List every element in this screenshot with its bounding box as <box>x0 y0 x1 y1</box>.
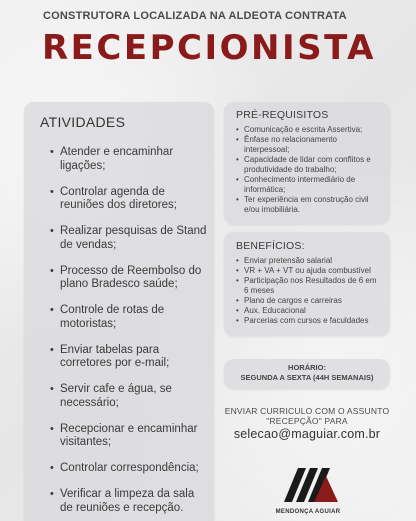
list-item: • Controle de rotas de motoristas; <box>50 304 210 331</box>
benefits-list <box>236 256 380 326</box>
list-item: • Verificar a limpeza da sala de reuniões e recepção. <box>50 488 210 515</box>
list-item: • Controlar correspondência; <box>50 462 210 476</box>
activities-card <box>24 102 214 521</box>
list-item: • Controlar agenda de reuniões dos diretores; <box>50 186 210 213</box>
list-item: • Enviar pretensão salarial <box>236 256 380 266</box>
list-item: • Ter experiência em construção civil e/ou imobiliária. <box>236 195 380 215</box>
contact-email[interactable]: selecao@maguiar.com.br <box>233 427 381 441</box>
list-item: • Recepcionar e encaminhar visitantes; <box>50 423 210 450</box>
list-item: • Comunicação e escrita Assertiva; <box>236 125 380 135</box>
prerequisites-card <box>224 102 390 224</box>
list-item: • Ênfase no relacionamento interpessoal; <box>236 135 380 155</box>
list-item: • Participação nos Resultados de 6 em 6 meses <box>236 276 380 296</box>
benefits-card <box>224 232 390 336</box>
list-item: • Atender e encaminhar ligações; <box>50 146 210 173</box>
prerequisites-list <box>236 125 380 215</box>
list-item: • Conhecimento intermediário de informática; <box>236 175 380 195</box>
list-item: • Parcerias com cursos e faculdades <box>236 316 380 326</box>
schedule-value: SEGUNDA A SEXTA (44H SEMANAIS) <box>240 373 374 382</box>
company-logo-icon <box>280 462 340 506</box>
benefits-heading: BENEFÍCIOS: <box>236 240 305 252</box>
list-item: • Capacidade de lidar com conflitos e produtividade do trabalho; <box>236 155 380 175</box>
contact-instruction: ENVIAR CURRICULO COM O ASSUNTO "RECEPÇÃO" PARA <box>224 406 390 426</box>
page-title: RECEPCIONISTA <box>42 28 376 68</box>
schedule-label: HORÁRIO: <box>288 363 326 372</box>
activities-list <box>50 146 210 521</box>
activities-heading: ATIVIDADES <box>40 114 126 130</box>
list-item: • VR + VA + VT ou ajuda combustível <box>236 266 380 276</box>
list-item: • Servir cafe e água, se necessário; <box>50 383 210 410</box>
list-item: • Realizar pesquisas de Stand de vendas; <box>50 225 210 252</box>
list-item: • Plano de cargos e carreiras <box>236 296 380 306</box>
list-item: • Enviar tabelas para corretores por e-mail; <box>50 344 210 371</box>
list-item: • Aux. Educacional <box>236 306 380 316</box>
subtitle: CONSTRUTORA LOCALIZADA NA ALDEOTA CONTRATA <box>43 10 347 22</box>
list-item: • Processo de Reembolso do plano Bradesco saúde; <box>50 265 210 292</box>
brand-name: MENDONÇA AGUIAR <box>275 509 341 515</box>
prerequisites-heading: PRÉ-REQUISITOS <box>236 109 329 121</box>
schedule-card <box>224 359 390 389</box>
